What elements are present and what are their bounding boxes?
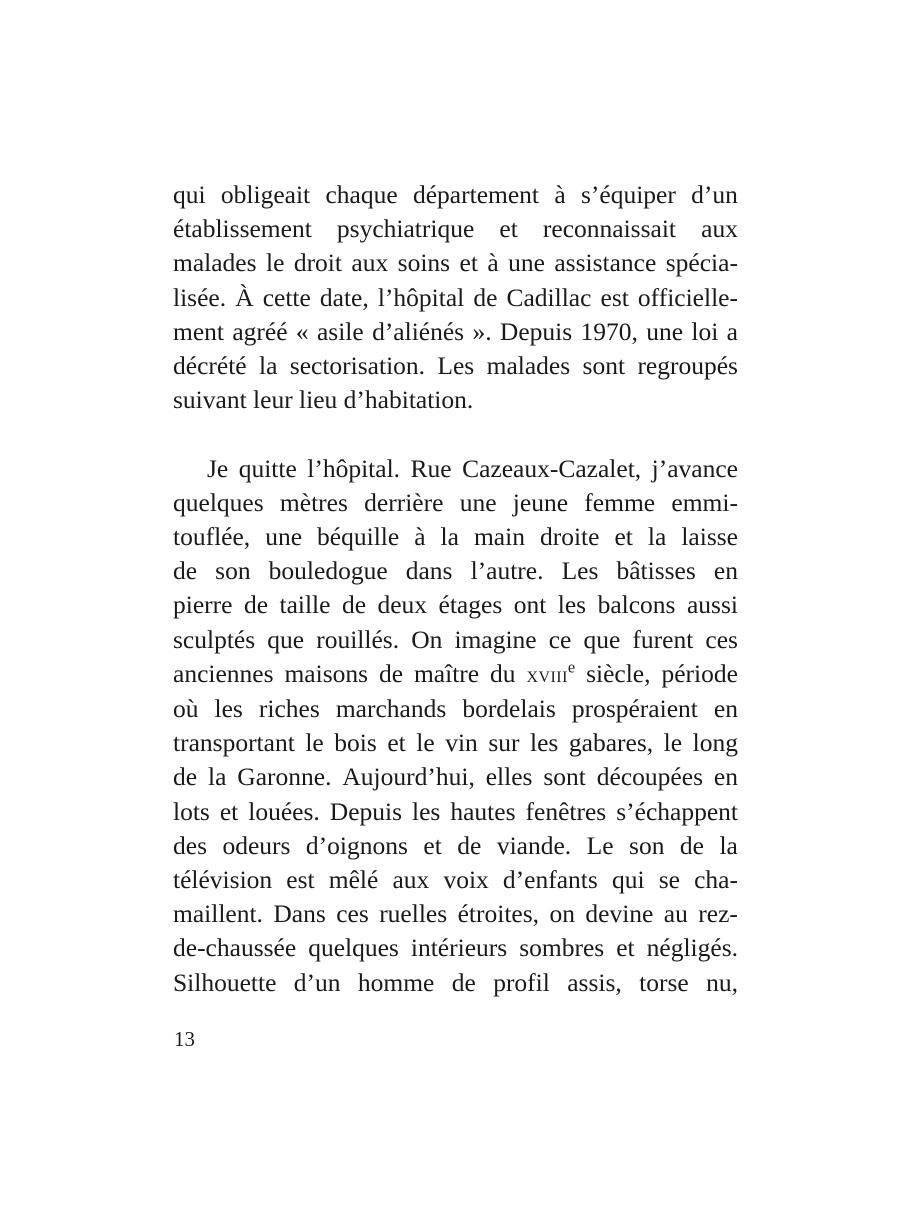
- paragraph-1: [173, 178, 738, 417]
- text-line: lots et louées. Depuis les hautes fenêtres s’échappent: [173, 796, 738, 826]
- text-line: qui obligeait chaque département à s’équiper d’un: [173, 180, 738, 209]
- text-line: où les riches marchands bordelais prospéraient en: [173, 694, 738, 724]
- text-line: sculptés que rouillés. On imagine ce que furent ces: [173, 624, 738, 654]
- text-line: maillent. Dans ces ruelles étroites, on devine au rez-: [173, 899, 738, 929]
- body-text-block: [173, 178, 738, 1000]
- text-line: anciennes maisons de maître du xviii$^e$ siècle, période: [173, 657, 738, 688]
- text-line: lisée. À cette date, l’hôpital de Cadillac est officielle-: [173, 282, 738, 312]
- text-line: de-chaussée quelques intérieurs sombres et négligés.: [173, 933, 738, 963]
- text-line: malades le droit aux soins et à une assistance spécia-: [173, 248, 738, 278]
- text-line: télévision est mêlé aux voix d’enfants qui se cha-: [173, 865, 738, 895]
- text-line: transportant le bois et le vin sur les gabares, le long: [173, 728, 738, 758]
- text-line: ment agréé « asile d’aliénés ». Depuis 1970, une loi a: [173, 316, 738, 346]
- text-line: Je quitte l’hôpital. Rue Cazeaux-Cazalet, j’avance: [207, 453, 738, 483]
- text-line: de son bouledogue dans l’autre. Les bâtisses en: [173, 556, 738, 586]
- text-line: décrété la sectorisation. Les malades sont regroupés: [173, 351, 738, 381]
- page-number: 13: [174, 1027, 195, 1051]
- text-line: établissement psychiatrique et reconnaissait aux: [173, 214, 738, 244]
- text-line: Silhouette d’un homme de profil assis, torse nu,: [173, 967, 738, 997]
- text-line: de la Garonne. Aujourd’hui, elles sont découpées en: [173, 762, 738, 792]
- text-line: pierre de taille de deux étages ont les balcons aussi: [173, 590, 738, 620]
- text-line: quelques mètres derrière une jeune femme emmi-: [173, 487, 738, 517]
- text-line: des odeurs d’oignons et de viande. Le son de la: [173, 830, 738, 860]
- paragraph-2: [173, 452, 738, 1000]
- text-line: touflée, une béquille à la main droite et la laisse: [173, 522, 738, 552]
- text-line: suivant leur lieu d’habitation.: [173, 385, 474, 415]
